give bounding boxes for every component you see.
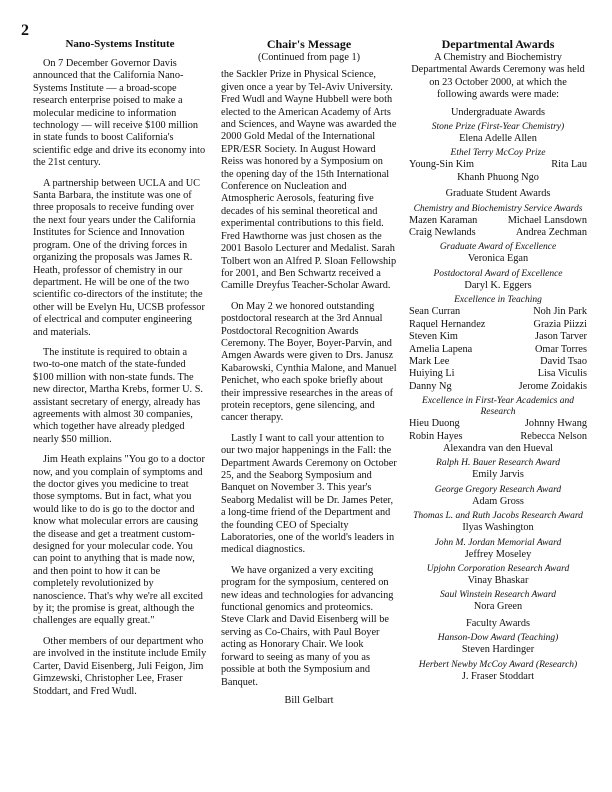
award-winner: Michael Lansdown bbox=[507, 214, 587, 226]
award-winner: Johnny Hwang bbox=[524, 418, 587, 430]
award-winner: Rita Lau bbox=[551, 159, 587, 171]
faculty-heading: Faculty Awards bbox=[466, 617, 530, 629]
award-name: John M. Jordan Memorial Award bbox=[434, 537, 562, 548]
award-name: Stone Prize (First-Year Chemistry) bbox=[431, 122, 565, 133]
award-name: George Gregory Research Award bbox=[434, 484, 562, 495]
award-winner: Omar Torres bbox=[535, 343, 587, 355]
award-name: Thomas L. and Ruth Jacobs Research Award bbox=[413, 511, 583, 522]
award-winner: Jason Tarver bbox=[535, 331, 587, 343]
award-winner: Adam Gross bbox=[472, 495, 524, 507]
award-winner: Danny Ng bbox=[409, 380, 452, 392]
award-winner: Grazia Piizzi bbox=[533, 318, 587, 330]
award-winner: Nora Green bbox=[473, 601, 523, 613]
award-winner: Mazen Karaman bbox=[409, 214, 478, 226]
nano-systems-title: Nano-Systems Institute bbox=[65, 38, 175, 50]
award-name: Hanson-Dow Award (Teaching) bbox=[437, 633, 559, 644]
award-winner: Elena Adelle Allen bbox=[459, 133, 537, 145]
grad-heading: Graduate Student Awards bbox=[445, 188, 551, 200]
paragraph: the Sackler Prize in Physical Science, given once a year by Tel-Aviv University. Fred Wudl and Wayne Hubbell were both elected to the American Academy of Arts and Sciences, and Wayne was awarded the 2000 Gold Medal of the International EPR/ESR Society. In August Howard Reiss was honored by a Symposium on the opening day of the 15th International Conference on Nucleation and Atmospheric Aerosols, featuring five decades of his seminal theoretical and experimental contributions to this field. Fred Hawthorne was just chosen as the 2001 Basolo Lecturer and Medalist. Sarah Tolbert won an Alfred P. Sloan Fellowship for 2001, and Ben Schwartz received a Camille Dreyfus Teacher-Scholar Award. bbox=[221, 69, 397, 292]
page-number: 2 bbox=[21, 22, 29, 39]
nano-systems-column bbox=[33, 37, 207, 706]
award-winner: Robin Hayes bbox=[409, 430, 463, 442]
award-name: Excellence in First-Year Academics and Research bbox=[422, 396, 574, 418]
award-name: Upjohn Corporation Research Award bbox=[426, 563, 570, 574]
winner-pair bbox=[409, 356, 587, 368]
award-name: Saul Winstein Research Award bbox=[439, 590, 557, 601]
award-winner: Veronica Egan bbox=[467, 253, 529, 265]
award-name: Chemistry and Biochemistry Service Awards bbox=[413, 203, 583, 214]
award-name: Ralph H. Bauer Research Award bbox=[436, 458, 560, 469]
award-winner: Andrea Zechman bbox=[515, 227, 587, 239]
award-winner: Alexandra van den Hueval bbox=[442, 442, 554, 454]
award-winner: Raquel Hernandez bbox=[409, 318, 486, 330]
paragraph: Lastly I want to call your attention to our two major happenings in the Fall: the Department Awards Ceremony on October 25, and the Seaborg Symposium and Banquet on November 3. This year's Seaborg Medalist will be Dr. James Peter, a long-time friend of the Department and the founding CEO of Specialty Laboratories, one of the world's leaders in medical diagnostics. bbox=[221, 432, 397, 556]
award-winner: Jerome Zoidakis bbox=[518, 380, 587, 392]
award-winner: Lisa Viculis bbox=[537, 368, 587, 380]
award-name: Postdoctoral Award of Excellence bbox=[433, 268, 563, 279]
winner-pair bbox=[409, 368, 587, 380]
undergrad-heading: Undergraduate Awards bbox=[450, 106, 546, 118]
award-name: Graduate Award of Excellence bbox=[439, 242, 557, 253]
winner-pair bbox=[409, 319, 587, 331]
award-winner: Rebecca Nelson bbox=[520, 430, 587, 442]
award-winner: Jeffrey Moseley bbox=[464, 548, 532, 560]
award-winner: Amelia Lapena bbox=[409, 343, 473, 355]
paragraph: Other members of our department who are involved in the institute include Emily Carter, David Eisenberg, Juli Feigon, Jim Gimzewski, Christopher Lee, Fraser Stoddart, and Fred Wudl. bbox=[33, 635, 207, 697]
award-winner: Hieu Duong bbox=[409, 418, 460, 430]
award-winner: Sean Curran bbox=[409, 306, 461, 318]
winner-pair bbox=[409, 306, 587, 318]
award-winner: David Tsao bbox=[540, 355, 587, 367]
award-winner: Emily Jarvis bbox=[472, 469, 524, 481]
award-winner: Steven Kim bbox=[409, 331, 458, 343]
award-winner: Huiying Li bbox=[409, 368, 455, 380]
award-winner: Mark Lee bbox=[409, 355, 450, 367]
winner-pair bbox=[409, 431, 587, 443]
paragraph: The institute is required to obtain a two-to-one match of the state-funded $100 million with non-state funds. The new director, Martha Krebs, former U. S. assistant secretary of energy, already has agreements with almost 30 companies, which together have already pledged nearly $50 million. bbox=[33, 346, 204, 445]
award-winner: Steven Hardinger bbox=[461, 644, 535, 656]
winner-pair bbox=[409, 227, 587, 239]
award-name: Ethel Terry McCoy Prize bbox=[450, 148, 546, 159]
award-name: Herbert Newby McCoy Award (Research) bbox=[418, 659, 578, 670]
paragraph: A partnership between UCLA and UC Santa Barbara, the institute was one of three proposals to receive funding over the next four years under the California Institutes for Science and Innovation program. One of the driving forces in organizing the proposals was James R. Heath, professor of chemistry in our department. He will be one of the two scientific co-directors of the institute; the other will be Evelyn Hu, UCSB professor of electrical and computer engineering and materials. bbox=[33, 177, 205, 338]
winner-pair bbox=[409, 215, 587, 227]
award-winner: Khanh Phuong Ngo bbox=[457, 171, 539, 183]
winner-pair bbox=[409, 381, 587, 393]
signature: Bill Gelbart bbox=[284, 694, 334, 706]
winner-pair bbox=[409, 159, 587, 171]
continued-note: (Continued from page 1) bbox=[257, 52, 361, 63]
chairs-message-title: Chair's Message bbox=[266, 37, 352, 51]
award-winner: Ilyas Washington bbox=[462, 522, 534, 534]
paragraph: On May 2 we honored outstanding postdoctoral research at the 3rd Annual Postdoctoral Recognition Awards Ceremony. The Boyer, Boyer-Parvin, and Amgen Awards were given to Drs. Janusz Kabarowski, Cynthia Malone, and Manuel Penichet, who each spoke briefly about their impressive researches in the areas of protein receptors, gene silencing, and cancer therapy. bbox=[221, 300, 397, 424]
winner-pair bbox=[409, 418, 587, 430]
winner-pair bbox=[409, 331, 587, 343]
award-winner: J. Fraser Stoddart bbox=[461, 670, 535, 682]
paragraph: Jim Heath explains "You go to a doctor now, and you complain of symptoms and the doctor gives you medicine to treat those symptoms. But in fact, what you would like to do is go to the doctor and know what molecular errors are causing the disease and get a treatment custom-designed for your molecular code. You can point to anything that is made now, and then point to how it can be completely revolutionized by nanoscience. That's why we're all excited by it; the promise is great, although the challenges are equally great." bbox=[33, 454, 205, 627]
award-winner: Vinay Bhaskar bbox=[467, 574, 529, 586]
award-winner: Craig Newlands bbox=[409, 227, 476, 239]
award-winner: Noh Jin Park bbox=[533, 306, 587, 318]
chairs-message-column bbox=[221, 37, 397, 707]
award-winner: Daryl K. Eggers bbox=[464, 279, 532, 291]
award-name: Excellence in Teaching bbox=[454, 295, 542, 306]
teaching-list bbox=[409, 306, 587, 393]
paragraph: On 7 December Governor Davis announced that the California Nano-Systems Institute — a broad-scope research enterprise poised to make a molecular medicine to information technology — will receive $100 million in state funds to boost California's scientific edge and drive its economy into the 21st century. bbox=[33, 58, 206, 169]
winner-pair bbox=[409, 344, 587, 356]
award-winner: Young-Sin Kim bbox=[409, 159, 475, 171]
departmental-awards-title: Departmental Awards bbox=[441, 37, 555, 51]
awards-intro: A Chemistry and Biochemistry Departmental Awards Ceremony was held on 23 October 2000, at which the following awards were made: bbox=[411, 52, 585, 101]
departmental-awards-column bbox=[409, 37, 587, 683]
paragraph: We have organized a very exciting program for the symposium, centered on new ideas and technologies for advancing functional genomics and proteomics. Steve Clark and David Eisenberg will be serving as Co-Chairs, with Paul Boyer acting as Honorary Chair. We look forward to seeing as many of you as possible at both the Symposium and Banquet. bbox=[221, 564, 394, 688]
